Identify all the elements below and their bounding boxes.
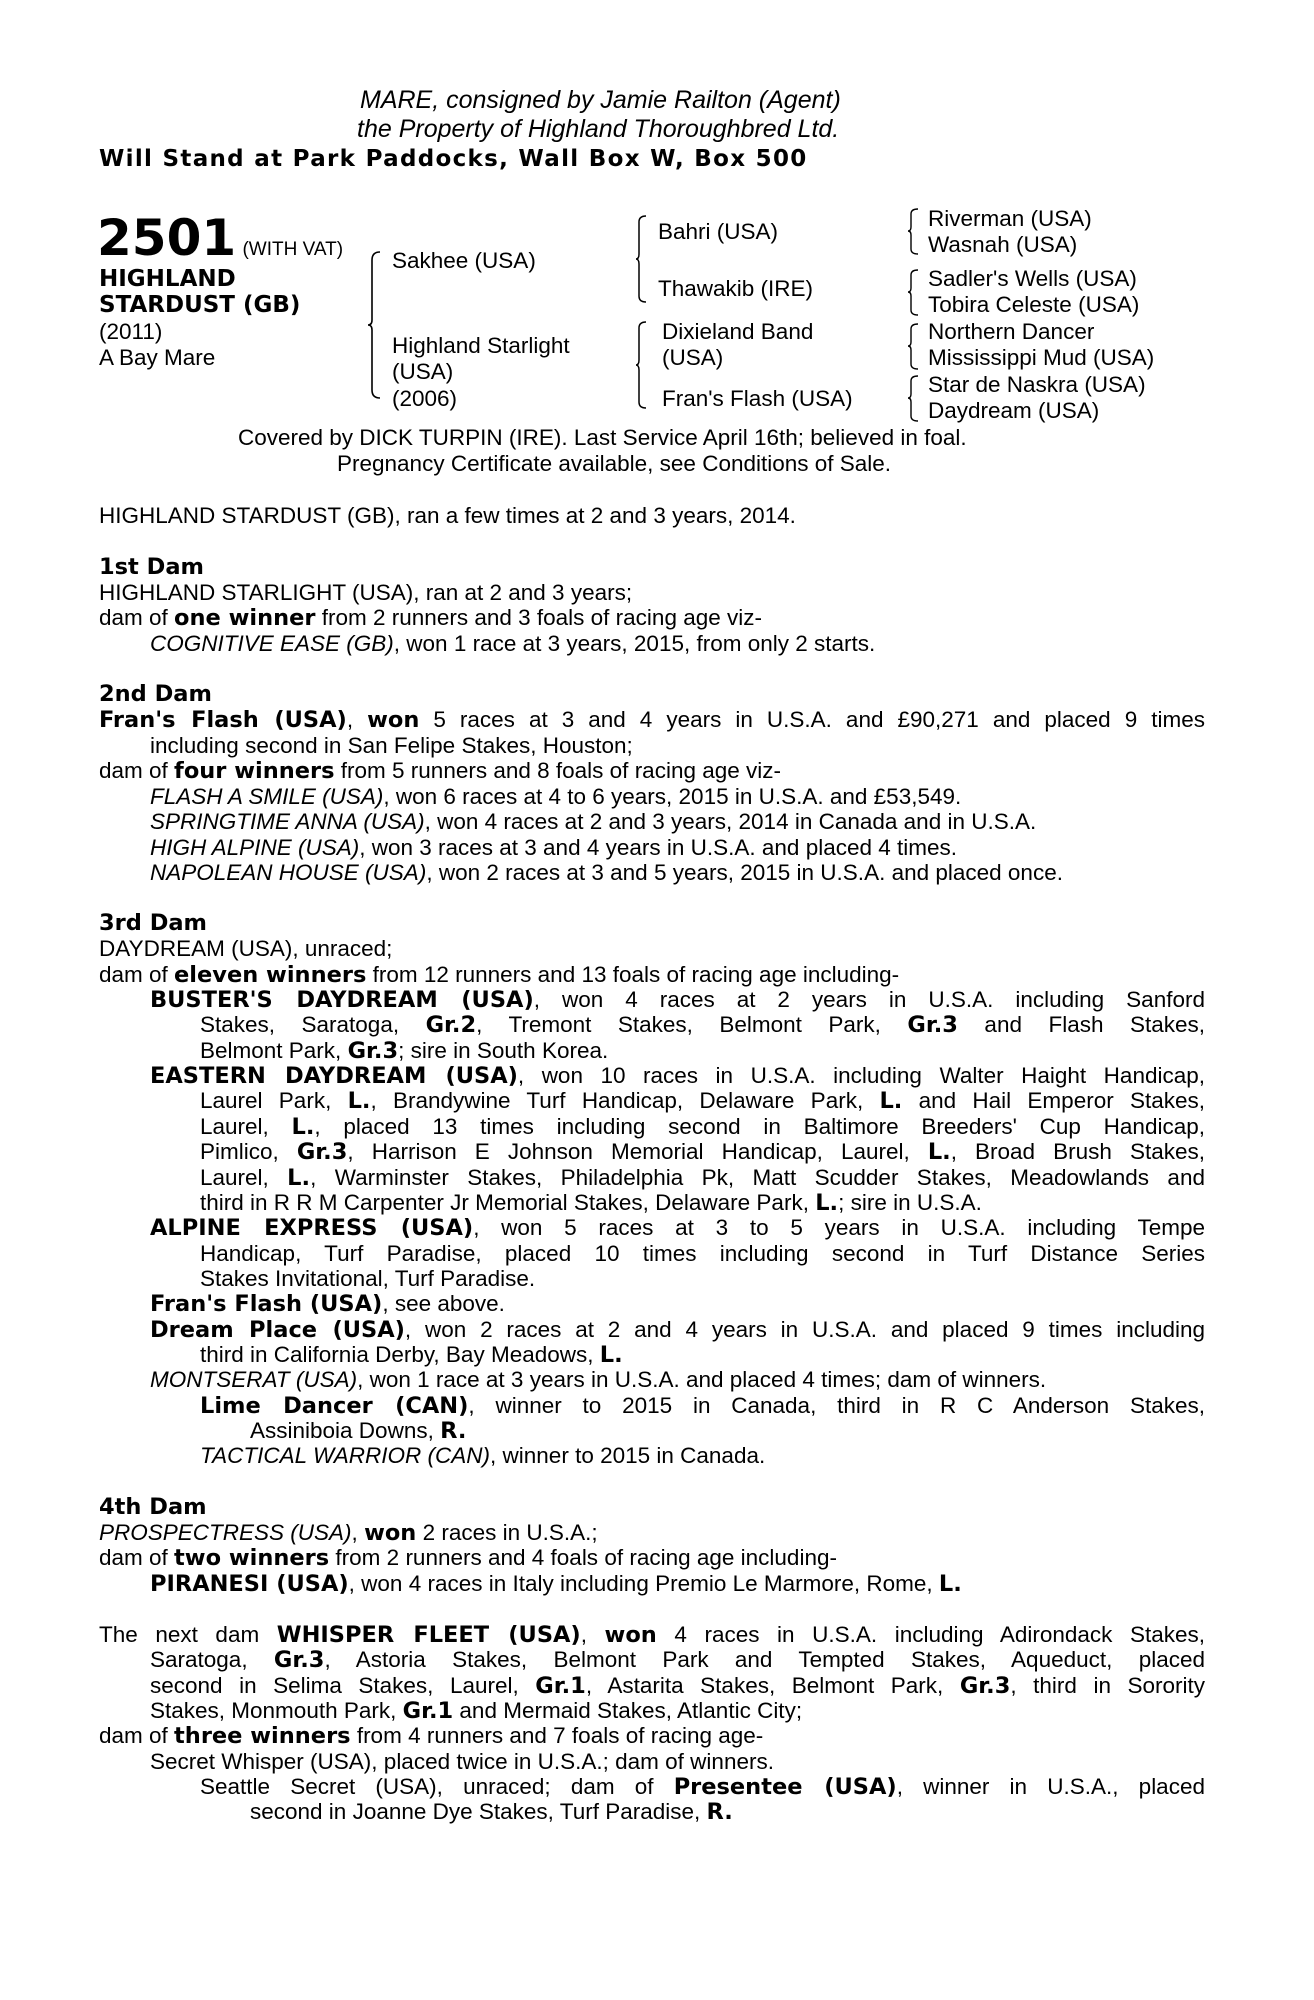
- property-line: the Property of Highland Thoroughbred Ltd.: [357, 115, 840, 143]
- pedigree-bracket: [368, 250, 382, 400]
- pedigree-g6: Mississippi Mud (USA): [928, 345, 1155, 370]
- pedigree-dam-dam: Fran's Flash (USA): [662, 386, 853, 411]
- cover-line: Covered by DICK TURPIN (IRE). Last Service April 16th; believed in foal.: [238, 425, 967, 450]
- produce-line: BUSTER'S DAYDREAM (USA), won 4 races at 2 years in U.S.A. including Sanford: [150, 987, 1205, 1013]
- horse-name-line1: HIGHLAND: [99, 266, 236, 292]
- pedigree-g4: Tobira Celeste (USA): [928, 292, 1140, 317]
- horse-name-line2: STARDUST (GB): [99, 292, 301, 318]
- pedigree-g1: Riverman (USA): [928, 206, 1092, 231]
- pedigree-bracket: [908, 374, 920, 424]
- produce-line: FLASH A SMILE (USA), won 6 races at 4 to 6 years, 2015 in U.S.A. and £53,549.: [150, 784, 962, 809]
- vat-note: (WITH VAT): [242, 239, 344, 260]
- lot-number: 2501: [97, 209, 237, 267]
- produce-line: ALPINE EXPRESS (USA), won 5 races at 3 to 5 years in U.S.A. including Tempe: [150, 1215, 1205, 1241]
- section-heading: 3rd Dam: [99, 910, 207, 936]
- section-heading: 1st Dam: [99, 554, 204, 580]
- pedigree-bracket: [908, 268, 920, 318]
- pedigree-bracket: [636, 214, 648, 304]
- produce-line: SPRINGTIME ANNA (USA), won 4 races at 2 and 3 years, 2014 in Canada and in U.S.A.: [150, 809, 1037, 834]
- pedigree-g8: Daydream (USA): [928, 398, 1100, 423]
- produce-line: MONTSERAT (USA), won 1 race at 3 years in U.S.A. and placed 4 times; dam of winners.: [150, 1367, 1047, 1392]
- produce-line: Seattle Secret (USA), unraced; dam of Presentee (USA), winner in U.S.A., placed: [200, 1774, 1205, 1800]
- pedigree-sire-sire: Bahri (USA): [658, 219, 779, 244]
- pedigree-g5: Northern Dancer: [928, 319, 1095, 344]
- pedigree-sire: Sakhee (USA): [392, 248, 536, 273]
- horse-description: A Bay Mare: [99, 345, 216, 370]
- produce-line: Fran's Flash (USA), see above.: [150, 1291, 505, 1317]
- produce-line: Secret Whisper (USA), placed twice in U.S.A.; dam of winners.: [150, 1749, 774, 1774]
- pedigree-g2: Wasnah (USA): [928, 232, 1078, 257]
- pedigree-sire-dam: Thawakib (IRE): [658, 276, 814, 301]
- produce-line: Lime Dancer (CAN), winner to 2015 in Canada, third in R C Anderson Stakes,: [200, 1393, 1205, 1419]
- foaling-year: (2011): [99, 319, 163, 344]
- intro-line: HIGHLAND STARDUST (GB), ran a few times at 2 and 3 years, 2014.: [99, 503, 796, 528]
- produce-line: Dream Place (USA), won 2 races at 2 and 4 years in U.S.A. and placed 9 times including: [150, 1317, 1205, 1343]
- consignor-line: MARE, consigned by Jamie Railton (Agent): [360, 86, 841, 114]
- pedigree-bracket: [636, 320, 648, 410]
- produce-line: HIGH ALPINE (USA), won 3 races at 3 and 4 years in U.S.A. and placed 4 times.: [150, 835, 958, 860]
- produce-line: COGNITIVE EASE (GB), won 1 race at 3 years, 2015, from only 2 starts.: [150, 631, 876, 656]
- produce-line: NAPOLEAN HOUSE (USA), won 2 races at 3 and 5 years, 2015 in U.S.A. and placed once.: [150, 860, 1063, 885]
- pedigree-bracket: [908, 322, 920, 372]
- produce-line: PIRANESI (USA), won 4 races in Italy including Premio Le Marmore, Rome, L.: [150, 1571, 962, 1597]
- stabling-line: Will Stand at Park Paddocks, Wall Box W, Box 500: [99, 146, 808, 172]
- section-heading: 2nd Dam: [99, 681, 212, 707]
- pedigree-dam-sire: Dixieland Band: [662, 319, 814, 344]
- pedigree-g7: Star de Naskra (USA): [928, 372, 1146, 397]
- produce-line: EASTERN DAYDREAM (USA), won 10 races in U.S.A. including Walter Haight Handicap,: [150, 1063, 1205, 1089]
- pedigree-dam: Highland Starlight: [392, 333, 570, 358]
- section-heading: 4th Dam: [99, 1494, 207, 1520]
- pedigree-g3: Sadler's Wells (USA): [928, 266, 1137, 291]
- pregnancy-line: Pregnancy Certificate available, see Conditions of Sale.: [337, 451, 892, 476]
- pedigree-bracket: [908, 207, 920, 257]
- produce-line: TACTICAL WARRIOR (CAN), winner to 2015 in Canada.: [200, 1443, 766, 1468]
